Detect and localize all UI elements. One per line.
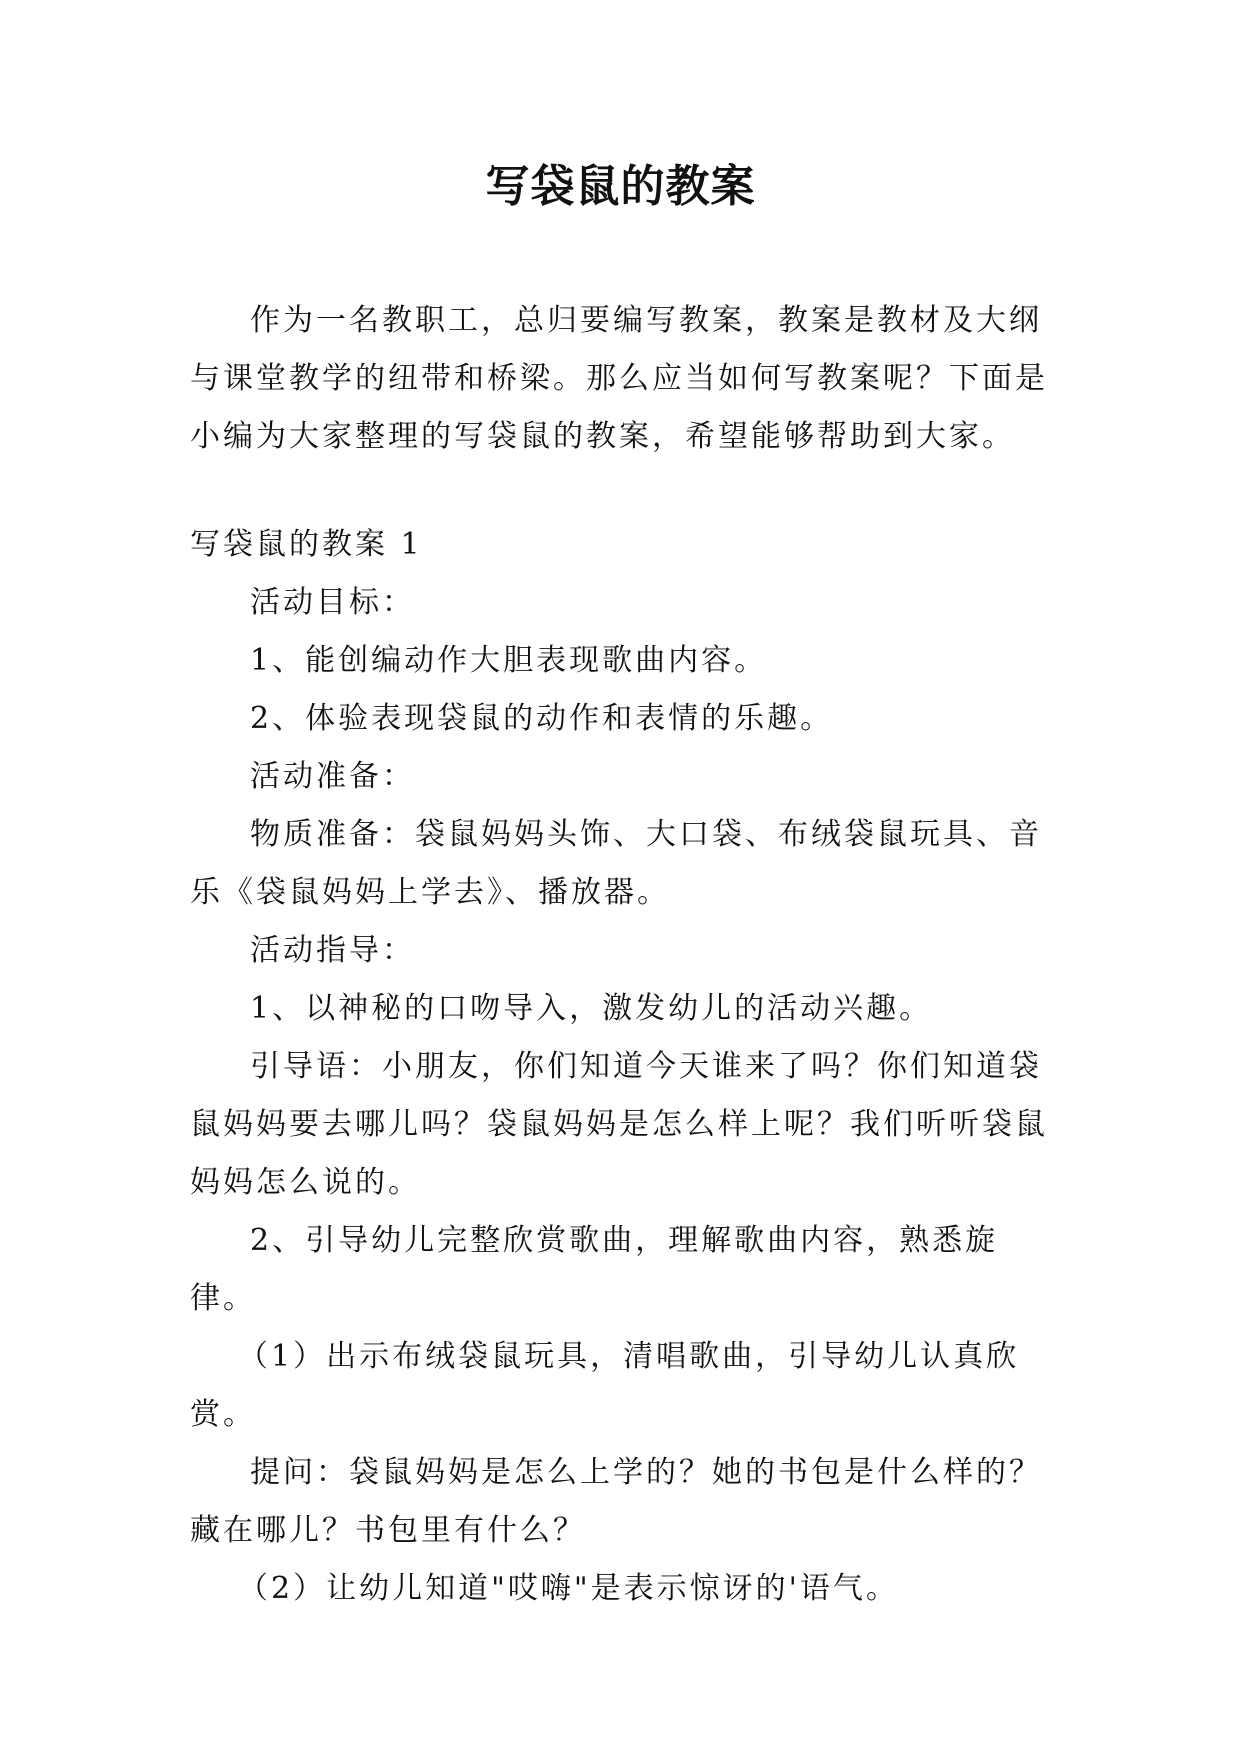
paragraph: 活动指导：	[250, 933, 415, 968]
intro-paragraph: 作为一名教职工，总归要编写教案，教案是教材及大纲与课堂教学的纽带和桥梁。那么应当如何写教案呢？下面是小编为大家整理的写袋鼠的教案，希望能够帮助到大家。	[190, 303, 1048, 454]
paragraph: 2、引导幼儿完整欣赏歌曲，理解歌曲内容，熟悉旋律。	[190, 1223, 999, 1316]
paragraph: 2、体验表现袋鼠的动作和表情的乐趣。	[250, 701, 834, 736]
paragraph: 1、以神秘的口吻导入，激发幼儿的活动兴趣。	[250, 991, 933, 1026]
paragraph: 物质准备：袋鼠妈妈头饰、大口袋、布绒袋鼠玩具、音乐《袋鼠妈妈上学去》、播放器。	[190, 817, 1042, 910]
paragraph: 提问：袋鼠妈妈是怎么上学的？她的书包是什么样的？藏在哪儿？书包里有什么？	[190, 1455, 1042, 1548]
paragraph: （2）让幼儿知道"哎嗨"是表示惊讶的'语气。	[238, 1571, 899, 1606]
paragraph: （1）出示布绒袋鼠玩具，清唱歌曲，引导幼儿认真欣赏。	[190, 1339, 1020, 1432]
paragraph: 活动目标：	[250, 585, 415, 620]
document-title: 写袋鼠的教案	[485, 161, 756, 212]
paragraph: 1、能创编动作大胆表现歌曲内容。	[250, 643, 768, 678]
paragraph: 引导语：小朋友，你们知道今天谁来了吗？你们知道袋鼠妈妈要去哪儿吗？袋鼠妈妈是怎么样上呢？我们听听袋鼠妈妈怎么说的。	[190, 1049, 1048, 1200]
section-heading: 写袋鼠的教案 1	[190, 527, 423, 562]
document-body	[190, 292, 1050, 1618]
paragraph: 活动准备：	[250, 759, 415, 794]
